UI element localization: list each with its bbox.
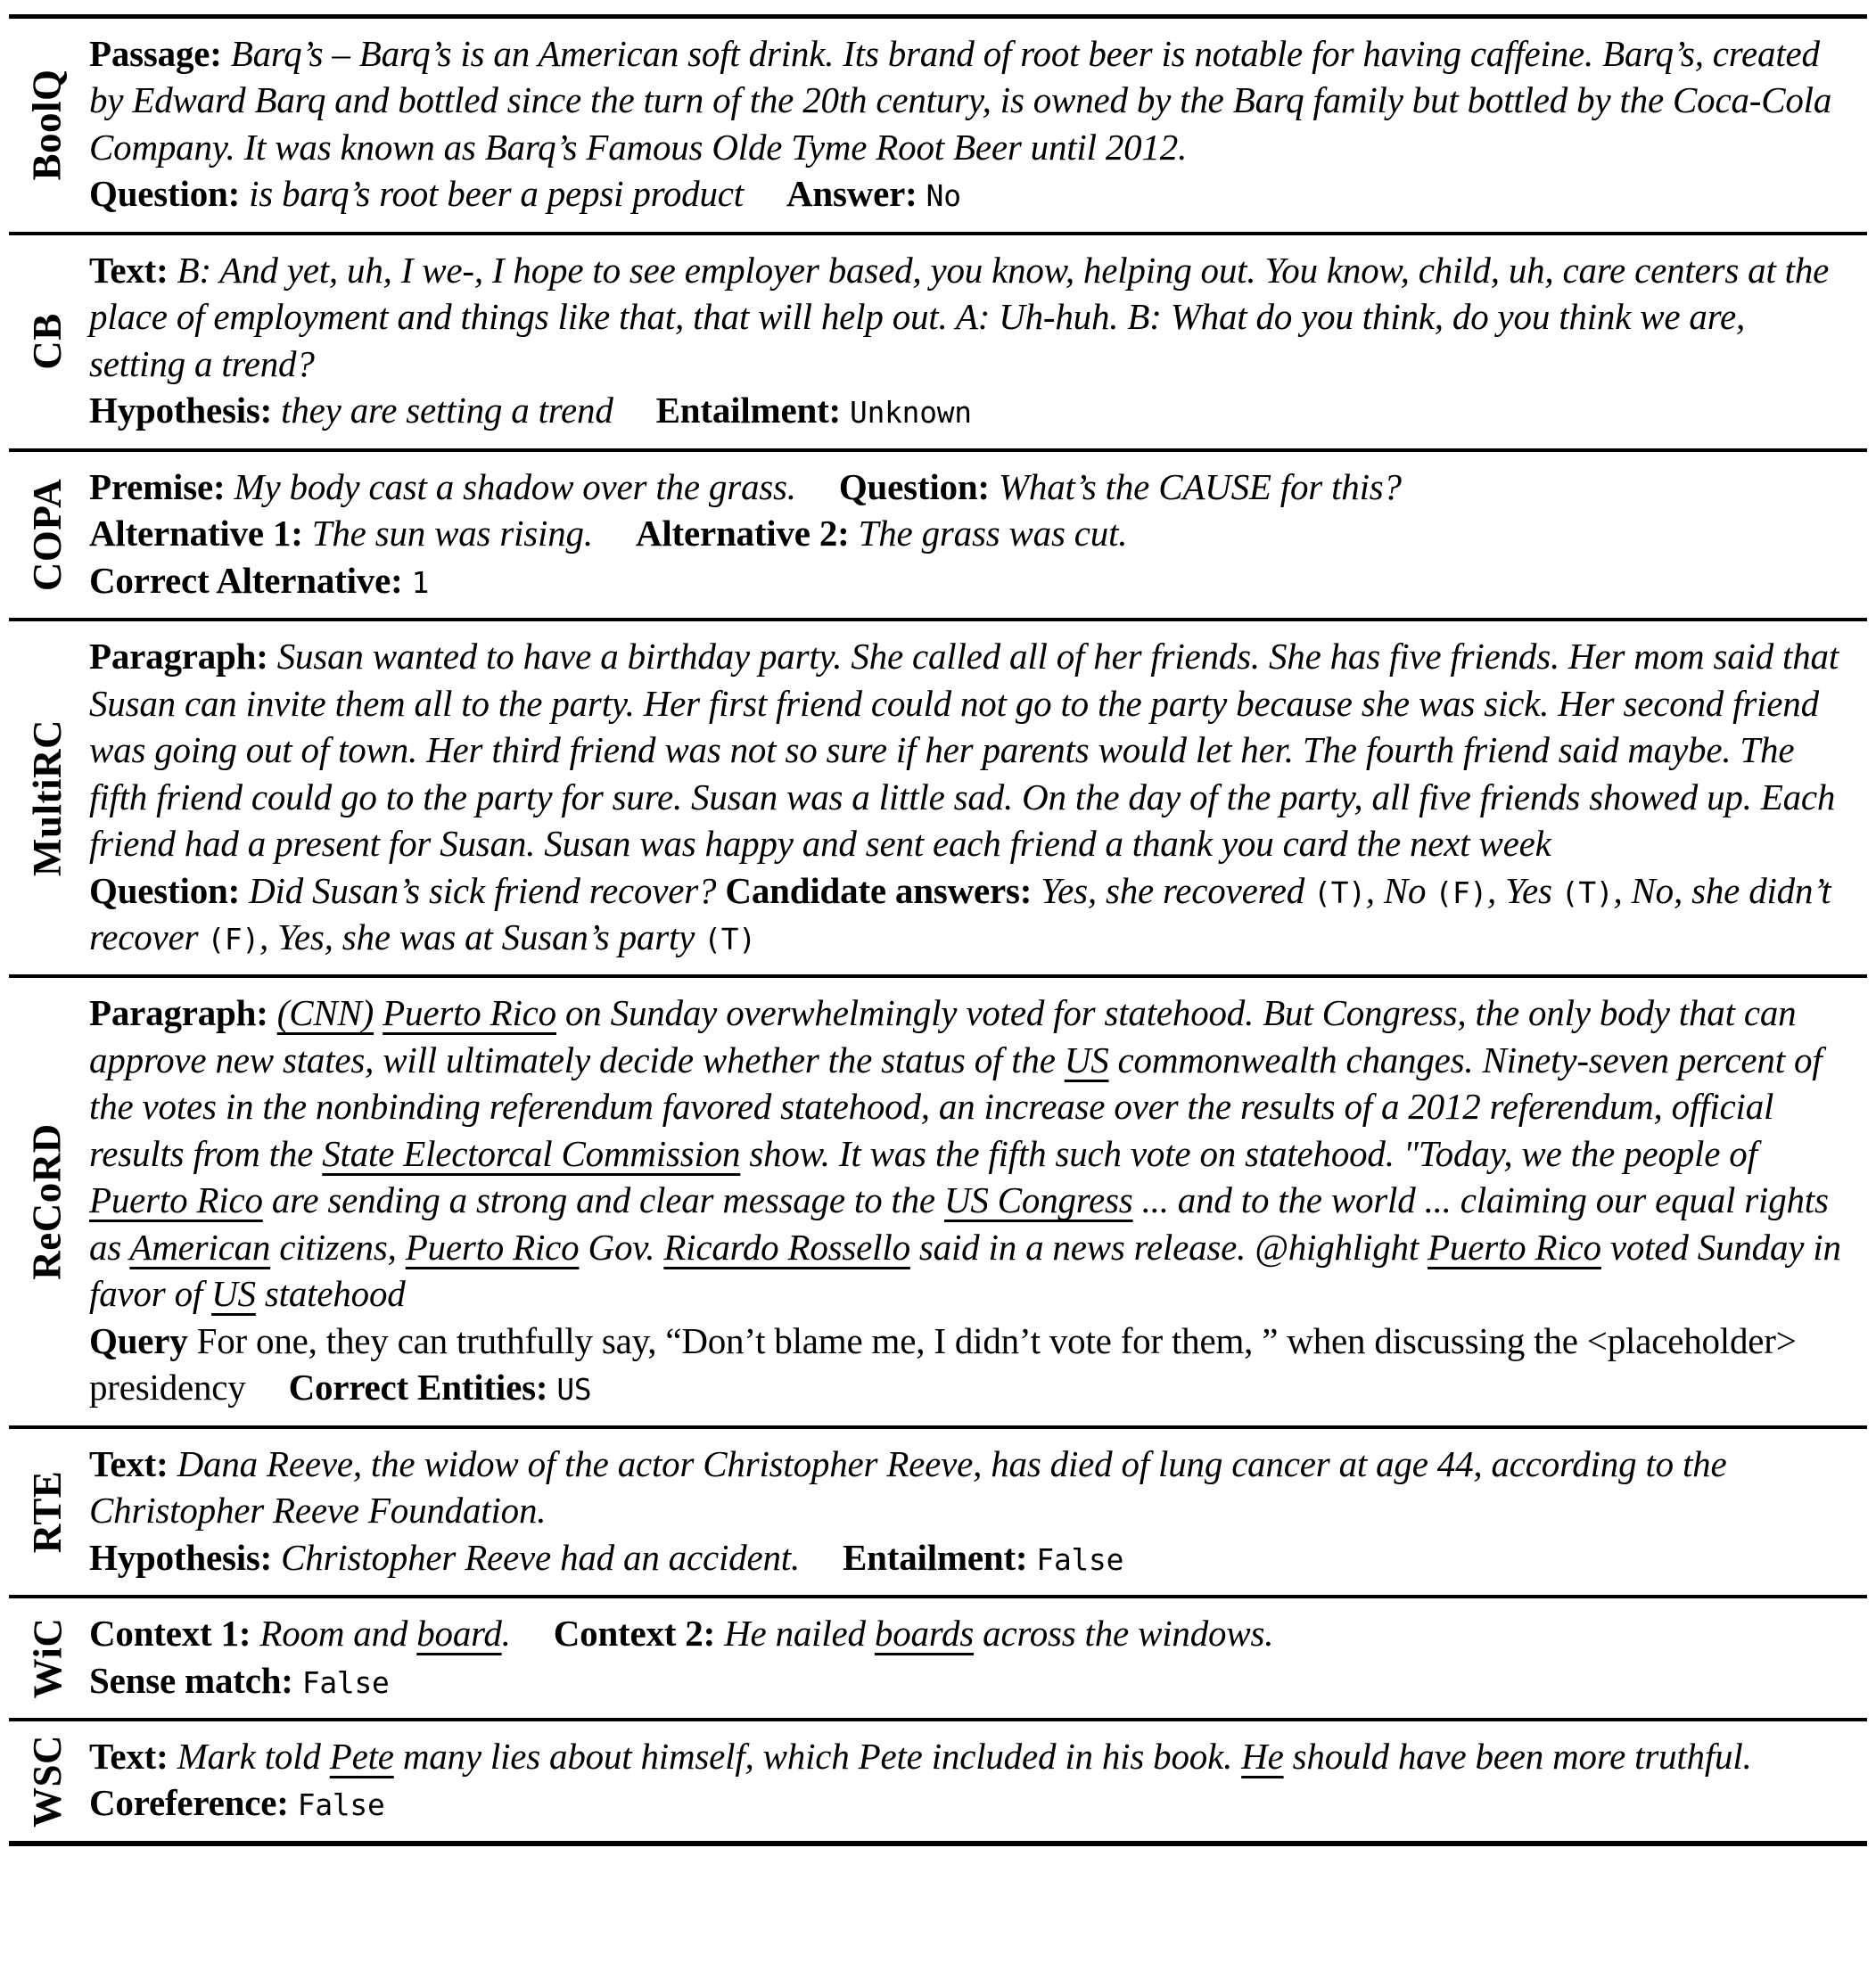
text-block — [89, 510, 1846, 556]
field-label: Hypothesis: — [89, 390, 282, 431]
field-text: statehood — [255, 1273, 406, 1315]
field-label: Correct Entities: — [288, 1367, 557, 1409]
field-text: Gov. — [579, 1226, 664, 1268]
task-label: COPA — [25, 478, 70, 592]
field-text: He nailed — [724, 1613, 875, 1655]
field-label: Text: — [89, 1736, 177, 1777]
text-block — [89, 1441, 1846, 1534]
task-label: WSC — [25, 1734, 70, 1827]
field-value: False — [301, 1665, 390, 1700]
task-label-cell — [9, 235, 86, 448]
field-text: What’s the CAUSE for this? — [998, 465, 1402, 507]
task-row-record — [9, 974, 1867, 1425]
text-block — [89, 633, 1846, 867]
task-content — [86, 19, 1867, 232]
task-row-copa — [9, 448, 1867, 618]
entity-underlined: US — [211, 1273, 256, 1315]
field-text: Susan wanted to have a birthday party. She called all of her friends. She has five friends. Her mom said that Susan can invite them all to the party. Her first friend could not go to the party because she was sick. Her second friend was going out of town. Her third friend was not so sure if her parents would let her. The fourth friend said maybe. The fifth friend could go to the party for sure. Susan was a little sad. On the day of the party, all five friends showed up. Each friend had a present for Susan. Susan was happy and sent each friend a thank you card the next week — [89, 636, 1839, 865]
field-text: many lies about himself, which Pete included in his book. — [393, 1736, 1242, 1777]
field-text: they are setting a trend — [281, 390, 613, 431]
task-content — [86, 1429, 1867, 1595]
entity-underlined: Pete — [329, 1736, 394, 1777]
entity-underlined: boards — [874, 1613, 975, 1655]
field-value: (F) — [207, 922, 259, 957]
field-text: are sending a strong and clear message to the — [262, 1179, 944, 1221]
field-value: No — [926, 179, 961, 214]
task-label-cell — [9, 19, 86, 232]
task-label: CB — [24, 313, 70, 371]
task-label-cell — [9, 978, 86, 1425]
task-content — [86, 1721, 1867, 1841]
field-text: , Yes — [1487, 869, 1561, 911]
task-label: MultiRC — [25, 719, 70, 877]
task-content — [86, 621, 1867, 974]
field-label: Context 1: — [89, 1613, 260, 1655]
entity-underlined: Puerto Rico — [383, 992, 556, 1034]
text-block — [89, 990, 1846, 1317]
field-text: citizens, — [270, 1226, 406, 1268]
task-content — [86, 1598, 1867, 1718]
field-text: Dana Reeve, the widow of the actor Christopher Reeve, has died of lung cancer at age 44, according to the Christopher Reeve Foundation. — [89, 1442, 1727, 1532]
task-content — [86, 978, 1867, 1425]
field-text: on Sunday overwhelmingly voted for statehood. But Congress, the only body that can approve new states, will ultimately decide whether the status of the — [89, 992, 1797, 1080]
entity-underlined: Puerto Rico — [1428, 1226, 1601, 1268]
field-value: False — [297, 1788, 385, 1823]
entity-underlined: US — [1064, 1039, 1109, 1080]
field-label: Alternative 2: — [635, 513, 859, 554]
task-label: WiC — [25, 1617, 70, 1699]
task-row-multirc — [9, 618, 1867, 974]
field-label: Passage: — [89, 33, 231, 74]
superglue-examples-table — [9, 14, 1867, 1846]
field-text: is barq’s root beer a pepsi product — [249, 173, 744, 215]
task-row-wsc — [9, 1718, 1867, 1841]
field-text: show. It was the fifth such vote on statehood. "Today, we the people of — [740, 1132, 1757, 1174]
field-label: Hypothesis: — [89, 1536, 282, 1578]
task-label-cell — [9, 452, 86, 618]
field-text — [374, 992, 383, 1033]
entity-underlined: US Congress — [943, 1179, 1133, 1221]
task-label-cell — [9, 1429, 86, 1595]
entity-underlined: American — [129, 1226, 271, 1268]
field-text: Room and — [259, 1613, 417, 1655]
field-label: Entailment: — [843, 1536, 1037, 1578]
task-label-cell — [9, 621, 86, 974]
field-text: Mark told — [177, 1736, 330, 1777]
field-value: 1 — [411, 565, 430, 600]
field-text: Christopher Reeve had an accident. — [281, 1536, 801, 1578]
text-block — [89, 1657, 1846, 1704]
field-text: The sun was rising. — [311, 513, 593, 554]
field-text: My body cast a shadow over the grass. — [234, 465, 796, 507]
task-row-wic — [9, 1595, 1867, 1718]
field-text: B: And yet, uh, I we-, I hope to see employer based, you know, helping out. You know, child, uh, care centers at the place of employment and things like that, that will help out. A: Uh-huh. B: What do you think, do you think we are, setting a trend? — [89, 249, 1830, 384]
entity-underlined: State Electorcal Commission — [322, 1132, 741, 1174]
field-label: Paragraph: — [89, 636, 277, 678]
field-label: Coreference: — [89, 1782, 298, 1824]
field-text: across the windows. — [974, 1613, 1274, 1655]
entity-underlined: Puerto Rico — [89, 1179, 263, 1221]
field-label: Sense match: — [89, 1659, 302, 1701]
entity-underlined: Ricardo Rossello — [663, 1226, 910, 1268]
field-label: Correct Alternative: — [89, 559, 412, 601]
task-label: RTE — [25, 1470, 70, 1554]
text-block — [89, 387, 1846, 433]
task-label-cell — [9, 1598, 86, 1718]
field-value: False — [1036, 1542, 1124, 1577]
field-text: , Yes, she was at Susan’s party — [259, 916, 704, 957]
field-text: commonwealth changes. Ninety-seven percent of the votes in the nonbinding referendum favored statehood, an increase over the results of a 2012 referendum, official results from the — [89, 1039, 1823, 1174]
text-block — [89, 557, 1846, 604]
task-content — [86, 235, 1867, 448]
field-text: Did Susan’s sick friend recover? — [249, 869, 726, 911]
field-label: Text: — [89, 249, 177, 291]
field-text: , No, she didn’t recover — [89, 869, 1831, 957]
entity-underlined: He — [1241, 1736, 1284, 1777]
field-text: Barq’s – Barq’s is an American soft drink. Its brand of root beer is notable for having caffeine. Barq’s, created by Edward Barq and bottled since the turn of the 20th century, is owned by the Barq family but bottled by the Coca-Cola Company. It was known as Barq’s Famous Olde Tyme Root Beer until 2012. — [89, 33, 1832, 168]
task-content — [86, 452, 1867, 618]
text-block — [89, 1610, 1846, 1656]
task-row-boolq — [9, 19, 1867, 232]
field-text: Yes, she recovered — [1041, 869, 1314, 911]
field-label: Question: — [89, 869, 250, 911]
text-block — [89, 170, 1846, 217]
field-value: Unknown — [850, 396, 972, 431]
field-label: Premise: — [89, 465, 234, 507]
text-block — [89, 1534, 1846, 1581]
task-label: ReCoRD — [25, 1123, 70, 1280]
text-block — [89, 30, 1846, 170]
field-text: The grass was cut. — [858, 513, 1128, 554]
entity-underlined: board — [416, 1613, 502, 1655]
field-label: Question: — [838, 465, 999, 507]
field-text: voted Sunday in favor of — [89, 1226, 1841, 1315]
text-block — [89, 1733, 1846, 1827]
field-value: (F) — [1435, 875, 1488, 910]
field-label: Entailment: — [655, 390, 851, 431]
field-text: ... and to the world ... claiming our equal rights as — [89, 1179, 1829, 1268]
text-block — [89, 1318, 1846, 1411]
field-value: US — [556, 1373, 592, 1408]
field-text: . — [501, 1613, 511, 1655]
text-block — [89, 464, 1846, 510]
field-value: (T) — [704, 922, 756, 957]
field-label: Context 2: — [553, 1613, 725, 1655]
field-label: Answer: — [786, 173, 926, 215]
field-label: Alternative 1: — [89, 513, 312, 554]
field-text: should have been more truthful. — [1283, 1736, 1752, 1777]
task-label: BoolQ — [25, 69, 70, 181]
field-text: For one, they can truthfully say, “Don’t blame me, I didn’t vote for them, ” when discussing the <placeholder> presidency — [89, 1319, 1797, 1409]
task-row-cb — [9, 232, 1867, 448]
field-label: Query — [89, 1319, 188, 1361]
field-value: (T) — [1560, 875, 1614, 910]
field-label: Paragraph: — [89, 992, 277, 1034]
field-label: Text: — [89, 1442, 177, 1484]
task-row-rte — [9, 1425, 1867, 1595]
entity-underlined: Puerto Rico — [405, 1226, 580, 1268]
field-value: (T) — [1313, 875, 1366, 910]
text-block — [89, 867, 1846, 961]
text-block — [89, 247, 1846, 387]
field-text: said in a news release. @highlight — [909, 1226, 1428, 1268]
entity-underlined: (CNN) — [276, 992, 374, 1034]
task-label-cell — [9, 1721, 86, 1841]
field-text: , No — [1365, 869, 1436, 911]
field-label: Question: — [89, 173, 250, 215]
field-label: Candidate answers: — [725, 869, 1041, 911]
